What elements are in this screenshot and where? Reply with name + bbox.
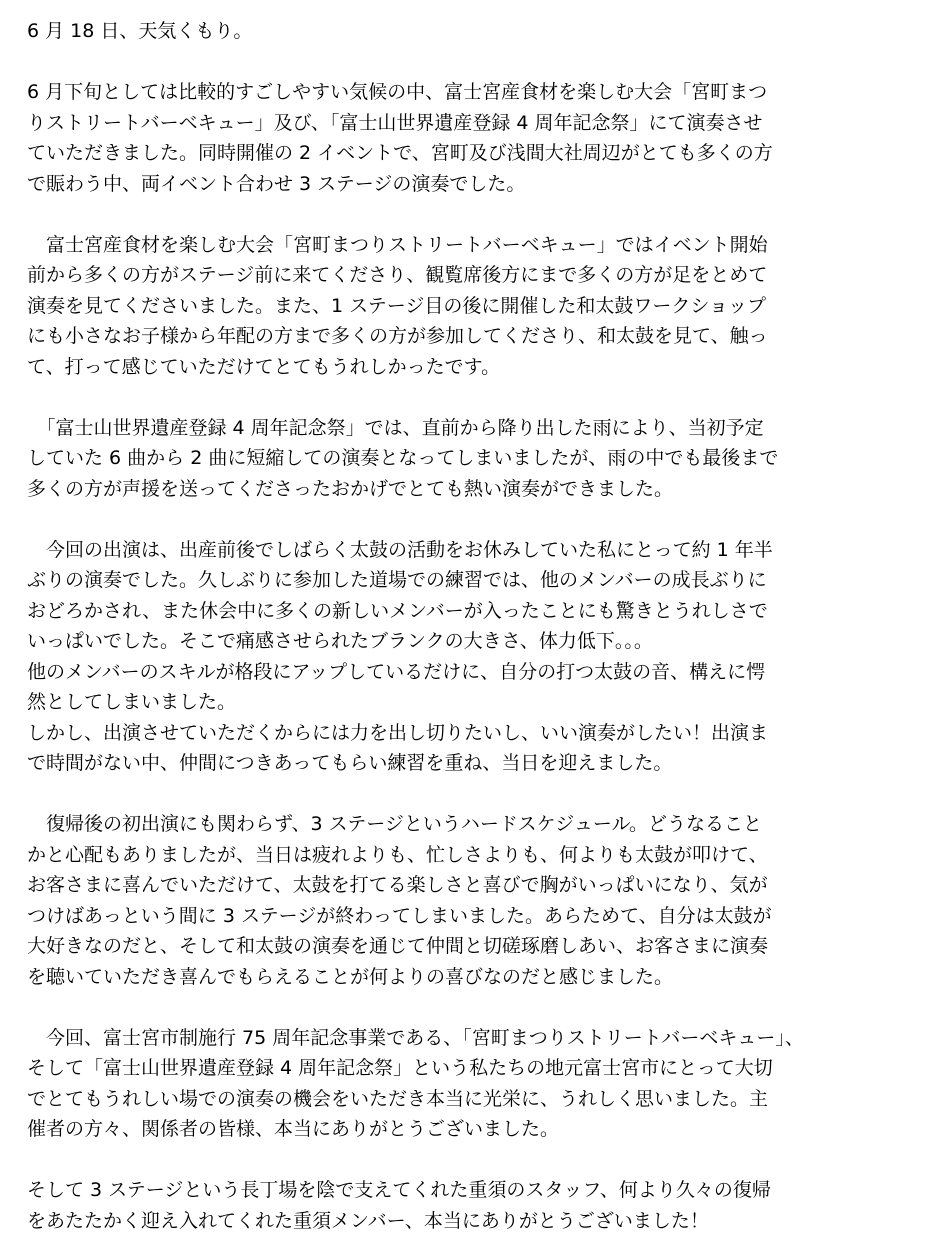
text-line: 多くの方が声援を送ってくださったおかげでとても熱い演奏ができました。 [27, 474, 927, 505]
paragraph-gap [27, 779, 927, 810]
paragraph-festival [27, 413, 927, 505]
paragraph-gap [27, 382, 927, 413]
paragraph-thanks [27, 1023, 927, 1145]
text-line: しかし、出演させていただくからには力を出し切りたいし、いい演奏がしたい！出演ま [27, 718, 927, 749]
text-line: 大好きなのだと、そして和太鼓の演奏を通じて仲間と切磋琢磨しあい、お客さまに演奏 [27, 931, 927, 962]
document-body [27, 16, 927, 1236]
text-line: 催者の方々、関係者の皆様、本当にありがとうございました。 [27, 1114, 927, 1145]
text-line: 演奏を見てくださいました。また、1 ステージ目の後に開催した和太鼓ワークショップ [27, 291, 927, 322]
text-line: 6 月 18 日、天気くもり。 [27, 16, 927, 47]
text-line: ぶりの演奏でした。久しぶりに参加した道場での練習では、他のメンバーの成長ぶりに [27, 565, 927, 596]
text-line: 今回、富士宮市制施行 75 周年記念事業である、「宮町まつりストリートバーベキュー」、 [27, 1023, 927, 1054]
text-line: で時間がない中、仲間につきあってもらい練習を重ね、当日を迎えました。 [27, 748, 927, 779]
paragraph-performance [27, 809, 927, 992]
text-line: をあたたかく迎え入れてくれた重須メンバー、本当にありがとうございました！ [27, 1206, 927, 1236]
text-line: 富士宮産食材を楽しむ大会「宮町まつりストリートバーベキュー」ではイベント開始 [27, 230, 927, 261]
text-line: 今回の出演は、出産前後でしばらく太鼓の活動をお休みしていた私にとって約 1 年半 [27, 535, 927, 566]
text-line: を聴いていただき喜んでもらえることが何よりの喜びなのだと感じました。 [27, 962, 927, 993]
text-line: 前から多くの方がステージ前に来てくださり、観覧席後方にまで多くの方が足をとめて [27, 260, 927, 291]
text-line: いっぱいでした。そこで痛感させられたブランクの大きさ、体力低下。。。 [27, 626, 927, 657]
text-line: りストリートバーベキュー」及び、「富士山世界遺産登録 4 周年記念祭」にて演奏させ [27, 108, 927, 139]
text-line: 他のメンバーのスキルが格段にアップしているだけに、自分の打つ太鼓の音、構えに愕 [27, 657, 927, 688]
text-line: かと心配もありましたが、当日は疲れよりも、忙しさよりも、何よりも太鼓が叩けて、 [27, 840, 927, 871]
text-line: て、打って感じていただけてとてもうれしかったです。 [27, 352, 927, 383]
paragraph-closing [27, 1175, 927, 1236]
text-line: お客さまに喜んでいただけて、太鼓を打てる楽しさと喜びで胸がいっぱいになり、気が [27, 870, 927, 901]
text-line: おどろかされ、また休会中に多くの新しいメンバーが入ったことにも驚きとうれしさで [27, 596, 927, 627]
paragraph-gap [27, 504, 927, 535]
text-line: で賑わう中、両イベント合わせ 3 ステージの演奏でした。 [27, 169, 927, 200]
text-line: ていただきました。同時開催の 2 イベントで、宮町及び浅間大社周辺がとても多くの方 [27, 138, 927, 169]
text-line: 然としてしまいました。 [27, 687, 927, 718]
paragraph-intro [27, 77, 927, 199]
paragraph-return [27, 535, 927, 779]
paragraph-bbq [27, 230, 927, 383]
paragraph-gap [27, 1145, 927, 1176]
text-line: 6 月下旬としては比較的すごしやすい気候の中、富士宮産食材を楽しむ大会「宮町まつ [27, 77, 927, 108]
paragraph-gap [27, 199, 927, 230]
text-line: でとてもうれしい場での演奏の機会をいただき本当に光栄に、うれしく思いました。主 [27, 1084, 927, 1115]
text-line: つけばあっという間に 3 ステージが終わってしまいました。あらためて、自分は太鼓が [27, 901, 927, 932]
text-line: していた 6 曲から 2 曲に短縮しての演奏となってしまいましたが、雨の中でも最後まで [27, 443, 927, 474]
paragraph-date [27, 16, 927, 47]
text-line: そして 3 ステージという長丁場を陰で支えてくれた重須のスタッフ、何より久々の復帰 [27, 1175, 927, 1206]
text-line: 「富士山世界遺産登録 4 周年記念祭」では、直前から降り出した雨により、当初予定 [27, 413, 927, 444]
text-line: にも小さなお子様から年配の方まで多くの方が参加してくださり、和太鼓を見て、触っ [27, 321, 927, 352]
paragraph-gap [27, 47, 927, 78]
text-line: そして「富士山世界遺産登録 4 周年記念祭」という私たちの地元富士宮市にとって大切 [27, 1053, 927, 1084]
paragraph-gap [27, 992, 927, 1023]
text-line: 復帰後の初出演にも関わらず、3 ステージというハードスケジュール。どうなること [27, 809, 927, 840]
